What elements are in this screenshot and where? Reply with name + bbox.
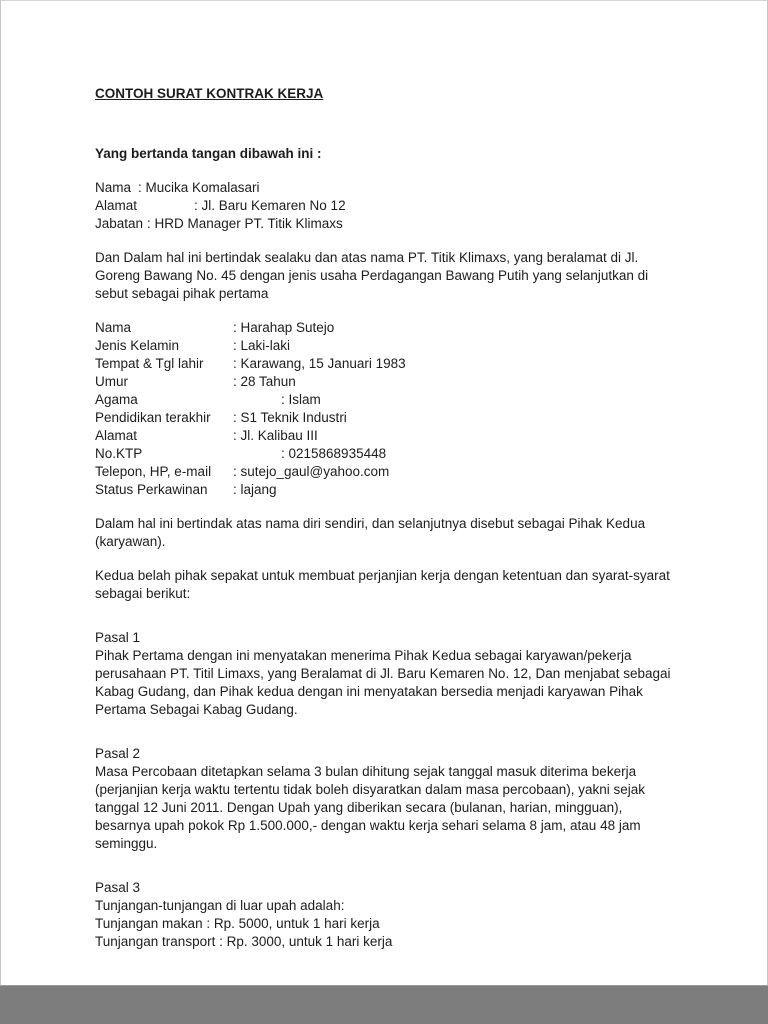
detail-label: Agama (95, 392, 138, 407)
detail-label: No.KTP (95, 446, 143, 461)
detail-row (95, 373, 673, 391)
detail-label: Nama (95, 180, 132, 195)
agreement-statement: Kedua belah pihak sepakat untuk membuat perjanjian kerja dengan ketentuan dan syarat-syarat sebagai berikut: (95, 568, 670, 601)
detail-value: : S1 Teknik Industri (233, 410, 347, 425)
detail-row (95, 463, 673, 481)
detail-label: Alamat (95, 198, 138, 213)
detail-label: Pendidikan terakhir (95, 410, 211, 425)
detail-row (95, 179, 673, 197)
pasal-1-section (95, 629, 673, 719)
first-party-statement: Dan Dalam hal ini bertindak sealaku dan atas nama PT. Titik Klimaxs, yang beralamat di Jl. Goreng Bawang No. 45 dengan jenis usaha Perdagangan Bawang Putih yang selanjutkan di sebut sebagai pihak pertama (95, 250, 649, 301)
detail-row (95, 337, 673, 355)
detail-label: Tempat & Tgl lahir (95, 356, 204, 371)
detail-value: : HRD Manager PT. Titik Klimaxs (147, 216, 343, 231)
second-party-details (95, 319, 673, 499)
detail-label: Alamat (95, 428, 138, 443)
pasal-3-line: Tunjangan-tunjangan di luar upah adalah: (95, 898, 345, 913)
detail-value: : Jl. Baru Kemaren No 12 (194, 198, 346, 213)
detail-value: : 28 Tahun (233, 374, 296, 389)
detail-label: Jenis Kelamin (95, 338, 180, 353)
pasal-3-heading: Pasal 3 (95, 880, 141, 895)
second-party-statement: Dalam hal ini bertindak atas nama diri sendiri, dan selanjutnya disebut sebagai Pihak Kedua (karyawan). (95, 516, 646, 549)
detail-value: : 0215868935448 (281, 446, 387, 461)
detail-value: : sutejo_gaul@yahoo.com (233, 464, 390, 479)
intro-heading: Yang bertanda tangan dibawah ini : (95, 146, 322, 161)
detail-value: : Islam (281, 392, 321, 407)
detail-label: Nama (95, 320, 132, 335)
detail-value: : Mucika Komalasari (138, 180, 260, 195)
detail-row (95, 215, 673, 233)
detail-label: Status Perkawinan (95, 482, 208, 497)
document-title: CONTOH SURAT KONTRAK KERJA (95, 86, 324, 101)
pasal-1-heading: Pasal 1 (95, 630, 141, 645)
page-gap (0, 986, 768, 1023)
detail-label: Telepon, HP, e-mail (95, 464, 212, 479)
detail-row (95, 445, 673, 463)
detail-value: : Laki-laki (233, 338, 291, 353)
pasal-1-body: Pihak Pertama dengan ini menyatakan menerima Pihak Kedua sebagai karyawan/pekerja perusahaan PT. Titil Limaxs, yang Beralamat di Jl. Baru Kemaren No. 12, Dan menjabat sebagai Kabag Gudang, dan Pihak kedua dengan ini menyatakan bersedia menjadi karyawan Pihak Pertama Sebagai Kabag Gudang. (95, 648, 671, 717)
pasal-2-body: Masa Percobaan ditetapkan selama 3 bulan dihitung sejak tanggal masuk diterima bekerja (perjanjian kerja waktu tertentu tidak boleh disyaratkan dalam masa percobaan), yakni sejak tanggal 12 Juni 2011. Dengan Upah yang diberikan secara (bulanan, harian, mingguan), besarnya upah pokok Rp 1.500.000,- dengan waktu kerja sehari selama 8 jam, atau 48 jam seminggu. (95, 764, 646, 851)
detail-row (95, 427, 673, 445)
detail-value: : Harahap Sutejo (233, 320, 335, 335)
pasal-3-line: Tunjangan makan : Rp. 5000, untuk 1 hari kerja (95, 916, 380, 931)
detail-label: Umur (95, 374, 128, 389)
detail-row (95, 197, 673, 215)
detail-row (95, 481, 673, 499)
detail-label: Jabatan (95, 216, 144, 231)
detail-row (95, 391, 673, 409)
detail-row (95, 409, 673, 427)
detail-value: : lajang (233, 482, 277, 497)
pasal-3-line: Tunjangan transport : Rp. 3000, untuk 1 hari kerja (95, 934, 393, 949)
first-party-details (95, 179, 673, 233)
pasal-2-heading: Pasal 2 (95, 746, 141, 761)
detail-row (95, 319, 673, 337)
pasal-2-section (95, 745, 673, 853)
detail-value: : Jl. Kalibau III (233, 428, 318, 443)
pasal-3-section (95, 879, 673, 951)
detail-value: : Karawang, 15 Januari 1983 (233, 356, 406, 371)
detail-row (95, 355, 673, 373)
